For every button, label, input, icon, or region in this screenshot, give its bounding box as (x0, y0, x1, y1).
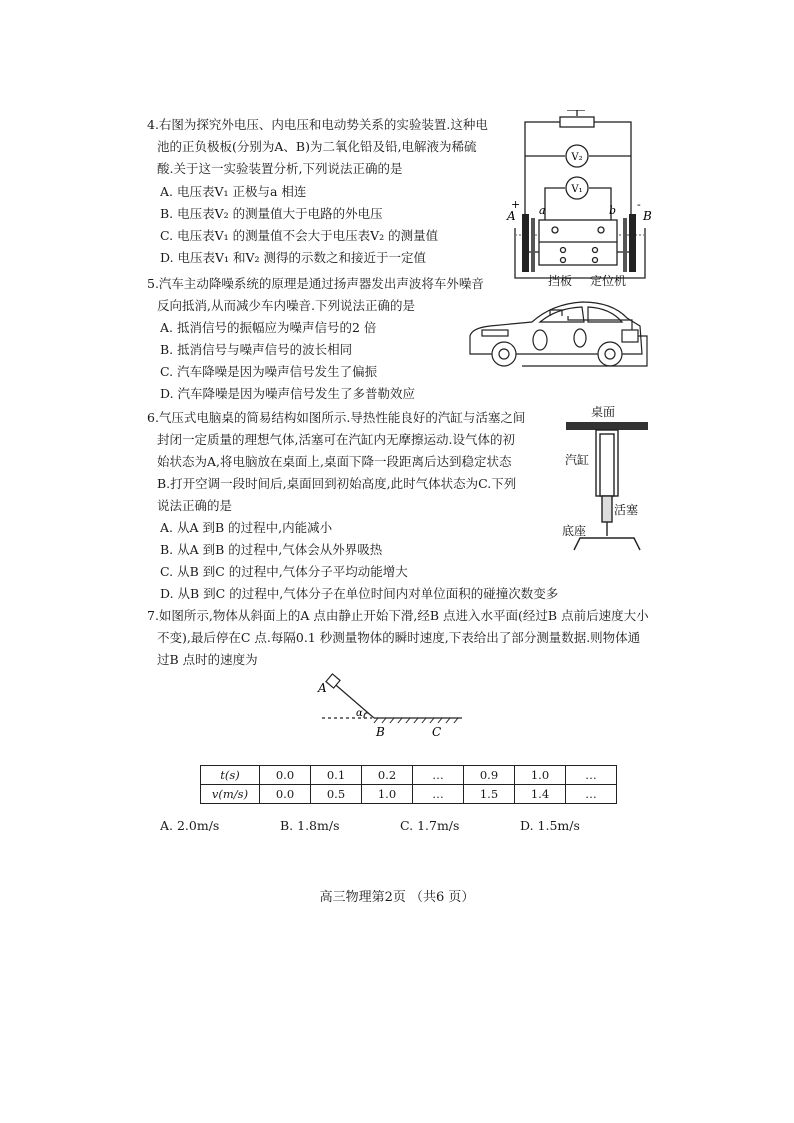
q4-label-baffle: 挡板 (548, 274, 573, 288)
q4-label-a: a (539, 204, 546, 217)
q4-label-b: b (609, 204, 617, 217)
q6-label-base: 底座 (562, 524, 587, 538)
q5-stem-line-2: 反向抵消,从而减少车内噪音.下列说法正确的是 (157, 298, 415, 313)
q5-option-a: A. 抵消信号的振幅应为噪声信号的2 倍 (160, 320, 377, 335)
q7-label-B: B (376, 725, 385, 739)
q4-rheostat (560, 117, 594, 127)
q5-front-wheel (492, 342, 516, 366)
q7-block (326, 674, 340, 688)
q5-option-d: D. 汽车降噪是因为噪声信号发生了多普勒效应 (160, 386, 416, 401)
q4-electrode-a (522, 214, 529, 272)
q4-label-A: A (507, 209, 516, 223)
q5-option-b: B. 抵消信号与噪声信号的波长相同 (160, 342, 353, 357)
q7-option-c: C. 1.7m/s (400, 818, 460, 833)
q7-option-a: A. 2.0m/s (160, 818, 220, 833)
table-cell: 1.5 (464, 785, 515, 804)
q4-label-v1: V₁ (571, 184, 583, 195)
q7-option-b: B. 1.8m/s (280, 818, 340, 833)
q4-option-d: D. 电压表V₁ 和V₂ 测得的示数之和接近于一定值 (160, 250, 427, 265)
table-cell: … (566, 766, 617, 785)
q7-stem-line-1: 7.如图所示,物体从斜面上的A 点由静止开始下滑,经B 点进入水平面(经过B 点前后速度大小 (147, 608, 649, 623)
q5-rear-wheel (598, 342, 622, 366)
q4-label-B: B (643, 209, 652, 223)
q6-option-a: A. 从A 到B 的过程中,内能减小 (160, 520, 333, 535)
table-row (201, 766, 617, 785)
q6-label-desktop: 桌面 (591, 405, 616, 419)
table-cell: 0.9 (464, 766, 515, 785)
q4-label-positioner: 定位机 (590, 274, 627, 288)
q7-stem-line-2: 不变),最后停在C 点.每隔0.1 秒测量物体的瞬时速度,下表给出了部分测量数据.则物体通 (157, 630, 641, 645)
q6-desktop (566, 422, 648, 430)
q6-option-c: C. 从B 到C 的过程中,气体分子平均动能增大 (160, 564, 408, 579)
q4-stem-line-1: 4.右图为探究外电压、内电压和电动势关系的实验装置.这种电 (147, 117, 488, 132)
q4-label-plus: + (511, 198, 521, 211)
q6-piston (602, 496, 612, 522)
q4-option-b: B. 电压表V₂ 的测量值大于电路的外电压 (160, 206, 383, 221)
q6-stem-line-3: 始状态为A,将电脑放在桌面上,桌面下降一段距离后达到稳定状态 (157, 454, 512, 469)
table-cell: 0.1 (311, 766, 362, 785)
q5-option-c: C. 汽车降噪是因为噪声信号发生了偏振 (160, 364, 378, 379)
q4-option-a: A. 电压表V₁ 正极与a 相连 (160, 184, 307, 199)
table-cell: … (413, 785, 464, 804)
q4-label-v2: V₂ (571, 152, 583, 163)
table-row (201, 785, 617, 804)
q4-stem-line-3: 酸.关于这一实验装置分析,下列说法正确的是 (157, 161, 403, 176)
q6-stem-line-4: B.打开空调一段时间后,桌面回到初始高度,此时气体状态为C.下列 (157, 476, 517, 491)
q6-stem-line-2: 封闭一定质量的理想气体,活塞可在汽缸内无摩擦运动.设气体的初 (157, 432, 515, 447)
q6-base (574, 538, 640, 550)
q7-label-A: A (318, 681, 327, 695)
q7-data-table (200, 765, 617, 804)
q6-option-b: B. 从A 到B 的过程中,气体会从外界吸热 (160, 542, 383, 557)
q6-option-d: D. 从B 到C 的过程中,气体分子在单位时间内对单位面积的碰撞次数变多 (160, 586, 559, 601)
q4-option-c: C. 电压表V₁ 的测量值不会大于电压表V₂ 的测量值 (160, 228, 439, 243)
q5-stem-line-1: 5.汽车主动降噪系统的原理是通过扬声器发出声波将车外噪音 (147, 276, 484, 291)
q5-car-figure (462, 296, 652, 376)
q6-label-cylinder: 汽缸 (565, 453, 590, 467)
q6-stem-line-5: 说法正确的是 (157, 498, 233, 513)
q7-incline-figure (312, 672, 472, 742)
table-cell: 1.0 (362, 785, 413, 804)
q7-stem-line-3: 过B 点时的速度为 (157, 652, 258, 667)
table-cell: v(m/s) (201, 785, 260, 804)
q4-battery-figure (505, 110, 655, 290)
q6-stem-line-1: 6.气压式电脑桌的简易结构如图所示.导热性能良好的汽缸与活塞之间 (147, 410, 526, 425)
table-cell: 1.4 (515, 785, 566, 804)
page-footer: 高三物理第2页 （共6 页） (319, 890, 475, 905)
q7-label-alpha: α (356, 708, 363, 719)
table-cell: 1.0 (515, 766, 566, 785)
table-cell: 0.0 (260, 766, 311, 785)
q6-gas-chamber (600, 434, 614, 496)
table-cell: … (566, 785, 617, 804)
table-cell: 0.5 (311, 785, 362, 804)
q4-electrode-b (629, 214, 636, 272)
table-cell: 0.0 (260, 785, 311, 804)
q7-label-C: C (432, 725, 442, 739)
table-cell: t(s) (201, 766, 260, 785)
q4-label-minus: - (637, 198, 641, 211)
q4-stem-line-2: 池的正负极板(分别为A、B)为二氧化铅及铅,电解液为稀硫 (157, 139, 477, 154)
q6-label-piston: 活塞 (614, 503, 639, 517)
table-cell: 0.2 (362, 766, 413, 785)
q7-option-d: D. 1.5m/s (520, 818, 580, 833)
table-cell: … (413, 766, 464, 785)
